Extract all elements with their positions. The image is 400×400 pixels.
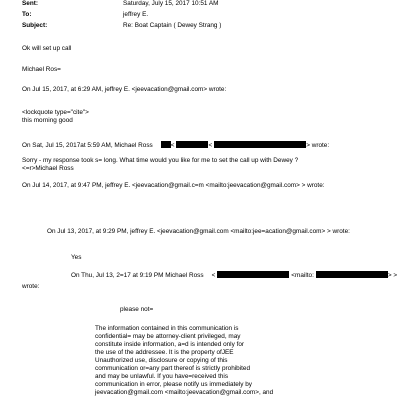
- redaction-bar: [214, 141, 306, 148]
- quote-header-5-mailto: <mailto:: [291, 272, 314, 279]
- reply-signature-2: <=r>Michael Ross: [22, 165, 74, 172]
- redaction-bar: [161, 141, 171, 148]
- quote-header-5-lt: <: [211, 272, 216, 279]
- redaction-bar: [316, 271, 388, 278]
- please-note: please not=: [120, 306, 154, 313]
- disclaimer-line: constitute inside information, a=d is intended only for: [95, 341, 245, 348]
- disclaimer-line: confidential= may be attorney-client privileged, may: [95, 333, 241, 340]
- sent-label: Sent:: [22, 0, 38, 7]
- subject-label: Subject:: [22, 22, 48, 29]
- blockquote-tag: <lockquote type="cite">: [22, 109, 89, 116]
- disclaimer-line: The information contained in this communication is: [95, 325, 239, 332]
- quote-wrote: wrote:: [22, 283, 40, 290]
- quote-header-1: On Jul 15, 2017, at 6:29 AM, jeffrey E. <jeevacation@gmail.com> wrote:: [22, 86, 227, 93]
- disclaimer-line: jeevacation@gmail.com <mailto:jeevacation@gmail.com>, and: [95, 389, 274, 396]
- quote-header-2-post: > wrote:: [306, 142, 330, 149]
- redaction-bar: [217, 271, 289, 278]
- sent-value: Saturday, July 15, 2017 10:51 AM: [123, 0, 219, 7]
- quote-header-4: On Jul 13, 2017, at 9:29 PM, jeffrey E. <jeevacation@gmail.com <mailto:jee=acation@gmail.com> > wrote:: [47, 228, 350, 235]
- redaction-bar: [176, 141, 208, 148]
- disclaimer-line: the use of the addressee. It is the property ofJEE: [95, 349, 234, 356]
- disclaimer-block: [95, 325, 295, 397]
- signature: Michael Ros=: [22, 66, 61, 73]
- quote-header-5: [71, 271, 397, 280]
- quote-header-2-mid: <: [208, 142, 213, 149]
- disclaimer-line: communication or=any part thereof is strictly prohibited: [95, 365, 251, 372]
- reply-text-2: Sorry - my response took s= long. What time would you like for me to set the call up with Dewey ?: [22, 157, 299, 164]
- disclaimer-line: communication in error, please notify us immediately by: [95, 381, 252, 388]
- disclaimer-line: and may be unlawful. If you have=received this: [95, 373, 229, 380]
- reply-text: Ok will set up call: [22, 45, 72, 52]
- to-label: To:: [22, 11, 32, 18]
- disclaimer-line: Unauthorized use, disclosure or copying of this: [95, 357, 228, 364]
- reply-yes: Yes: [71, 254, 82, 261]
- quote-header-2-lt: <: [170, 142, 175, 149]
- quote-header-5-text: On Thu, Jul 13, 2=17 at 9:19 PM Michael Ross: [71, 272, 204, 279]
- subject-value: Re: Boat Captain ( Dewey Strang ): [123, 22, 222, 29]
- quote-text-1: this morning good: [22, 117, 73, 124]
- quote-header-3: On Jul 14, 2017, at 9:47 PM, jeffrey E. <jeevacation@gmail.c=m <mailto:jeevacation@gmail.com> > wrote:: [22, 182, 325, 189]
- quote-header-5-post: > >: [387, 272, 398, 279]
- quote-header-2: [22, 141, 329, 150]
- quote-header-2-text: On Sat, Jul 15, 2017at 5:59 AM, Michael Ross: [22, 142, 153, 149]
- to-value: jeffrey E.: [123, 11, 149, 18]
